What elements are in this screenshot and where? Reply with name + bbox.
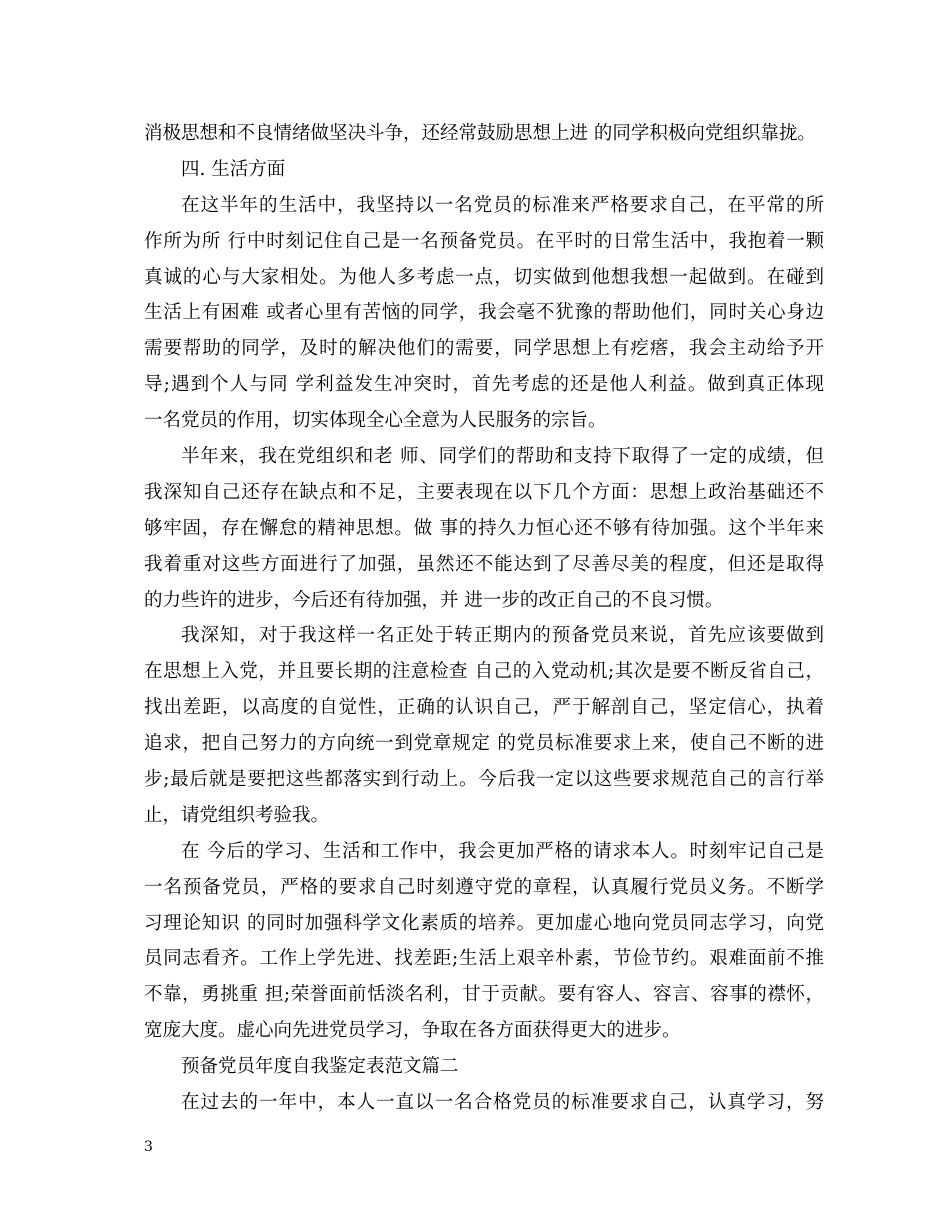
- text-line: 止，请党组织考验我。: [144, 804, 330, 826]
- text-line: 作所为所 行中时刻记住自己是一名预备党员。在平时的日常生活中，我抱着一颗: [144, 230, 824, 252]
- text-line: 一名党员的作用，切实体现全心全意为人民服务的宗旨。: [144, 410, 607, 432]
- text-line: 真诚的心与大家相处。为他人多考虑一点，切实做到他想我想一起做到。在碰到: [144, 266, 824, 288]
- text-line: 我着重对这些方面进行了加强，虽然还不能达到了尽善尽美的程度，但还是取得: [144, 553, 824, 575]
- text-line: 消极思想和不良情绪做坚决斗争，还经常鼓励思想上进 的同学积极向党组织靠拢。: [144, 123, 816, 144]
- text-line: 在思想上入党，并且要长期的注意检查 自己的入党动机;其次是要不断反省自己，: [144, 661, 824, 683]
- text-line: 的力些许的进步，今后还有待加强，并 进一步的改正自己的不良习惯。: [144, 589, 724, 611]
- text-line: 一名预备党员，严格的要求自己时刻遵守党的章程，认真履行党员义务。不断学: [144, 876, 824, 898]
- text-line: 半年来，我在党组织和老 师、同学们的帮助和支持下取得了一定的成绩，但: [181, 446, 824, 468]
- text-line: 预备党员年度自我鉴定表范文篇二: [181, 1056, 459, 1078]
- text-line: 员同志看齐。工作上学先进、找差距;生活上艰辛朴素，节俭节约。艰难面前不推: [144, 948, 824, 970]
- text-line: 四. 生活方面: [181, 158, 286, 180]
- text-line: 找出差距，以高度的自觉性，正确的认识自己，严于解剖自己，坚定信心，执着: [144, 697, 824, 719]
- text-line: 习理论知识 的同时加强科学文化素质的培养。更加虚心地向党员同志学习，向党: [144, 912, 824, 934]
- text-line: 生活上有困难 或者心里有苦恼的同学，我会毫不犹豫的帮助他们，同时关心身边: [144, 302, 824, 324]
- page-number: 3: [144, 1139, 153, 1155]
- text-line: 够牢固，存在懈怠的精神思想。做 事的持久力恒心还不够有待加强。这个半年来: [144, 517, 824, 539]
- text-line: 步;最后就是要把这些都落实到行动上。今后我一定以这些要求规范自己的言行举: [144, 769, 824, 791]
- text-line: 宽庞大度。虚心向先进党员学习，争取在各方面获得更大的进步。: [144, 1020, 681, 1042]
- body-text: [144, 116, 824, 1121]
- text-line: 导;遇到个人与同 学利益发生冲突时，首先考虑的还是他人利益。做到真正体现: [144, 374, 824, 396]
- text-line: 我深知自己还存在缺点和不足，主要表现在以下几个方面：思想上政治基础还不: [144, 481, 824, 503]
- text-line: 需要帮助的同学，及时的解决他们的需要，同学思想上有疙瘩，我会主动给予开: [144, 338, 824, 360]
- text-line: 在过去的一年中，本人一直以一名合格党员的标准要求自己，认真学习，努: [181, 1092, 824, 1114]
- text-line: 在这半年的生活中，我坚持以一名党员的标准来严格要求自己，在平常的所: [181, 194, 824, 216]
- text-line: 追求，把自己努力的方向统一到党章规定 的党员标准要求上来，使自己不断的进: [144, 733, 824, 755]
- text-line: 我深知，对于我这样一名正处于转正期内的预备党员来说，首先应该要做到: [181, 625, 824, 647]
- text-line: 在 今后的学习、生活和工作中，我会更加严格的请求本人。时刻牢记自己是: [181, 840, 824, 862]
- text-line: 不靠，勇挑重 担;荣誉面前恬淡名利，甘于贡献。要有容人、容言、容事的襟怀，: [144, 984, 824, 1006]
